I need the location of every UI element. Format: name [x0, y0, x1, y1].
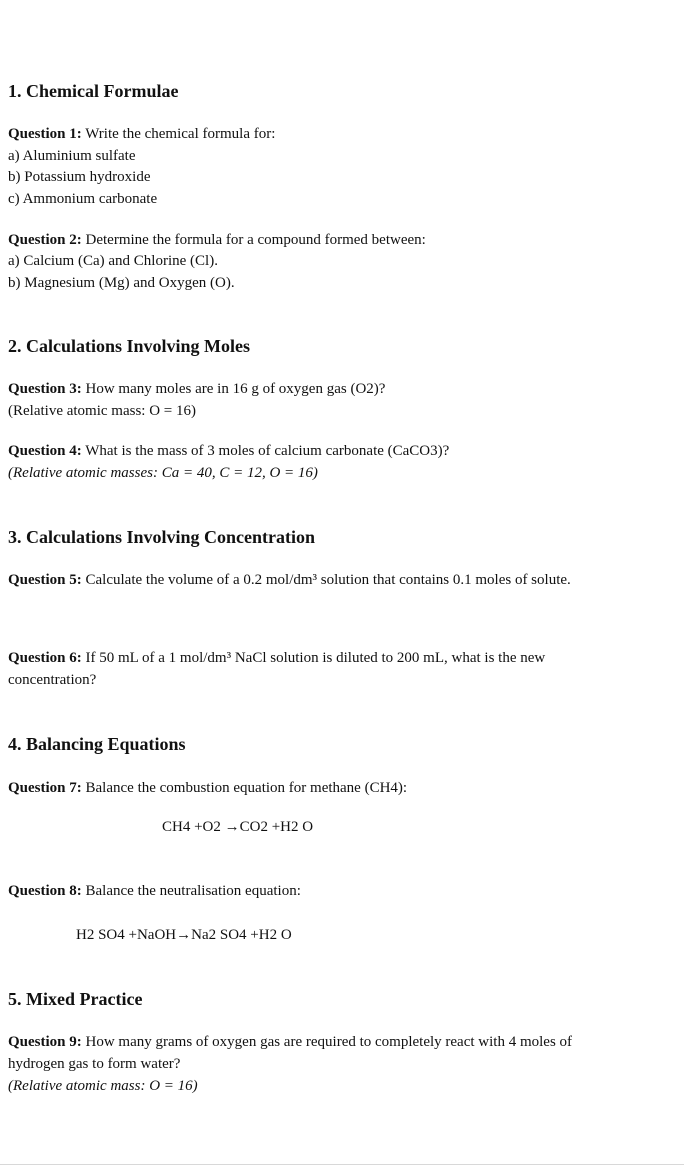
- question-5-label: Question 5:: [8, 572, 82, 588]
- question-6-label: Question 6:: [8, 650, 82, 666]
- question-1-item-a: a) Aluminium sulfate: [8, 148, 136, 164]
- section-heading-moles: 2. Calculations Involving Moles: [8, 336, 251, 356]
- question-4-text: What is the mass of 3 moles of calcium carbonate (CaCO3)?: [81, 443, 450, 459]
- question-3-text: How many moles are in 16 g of oxygen gas (O2)?: [81, 381, 386, 397]
- question-2-item-b: b) Magnesium (Mg) and Oxygen (O).: [8, 275, 235, 291]
- page-bottom-divider: [0, 1164, 684, 1165]
- question-9-text-continued: hydrogen gas to form water?: [8, 1056, 181, 1072]
- question-7-text: Balance the combustion equation for methane (CH4):: [81, 780, 408, 796]
- question-6-text: If 50 mL of a 1 mol/dm³ NaCl solution is diluted to 200 mL, what is the new: [81, 650, 546, 666]
- question-7-label: Question 7:: [8, 780, 82, 796]
- section-heading-chemical-formulae: 1. Chemical Formulae: [8, 81, 179, 101]
- section-heading-concentration: 3. Calculations Involving Concentration: [8, 527, 316, 547]
- question-9-label: Question 9:: [8, 1034, 82, 1050]
- question-1-item-c: c) Ammonium carbonate: [8, 191, 158, 207]
- question-4-label: Question 4:: [8, 443, 82, 459]
- question-2-text: Determine the formula for a compound formed between:: [81, 232, 426, 248]
- question-5-text: Calculate the volume of a 0.2 mol/dm³ solution that contains 0.1 moles of solute.: [81, 572, 571, 588]
- question-4: [8, 440, 449, 462]
- question-3-label: Question 3:: [8, 381, 82, 397]
- section-heading-balancing: 4. Balancing Equations: [8, 734, 186, 754]
- question-2-item-a: a) Calcium (Ca) and Chlorine (Cl).: [8, 253, 218, 269]
- question-8: [8, 880, 301, 902]
- question-3-note: (Relative atomic mass: O = 16): [8, 403, 196, 419]
- question-6: [8, 647, 545, 669]
- question-2: [8, 229, 426, 251]
- question-9-text: How many grams of oxygen gas are required to completely react with 4 moles of: [81, 1034, 573, 1050]
- question-3: [8, 378, 385, 400]
- question-8-label: Question 8:: [8, 883, 82, 899]
- question-2-label: Question 2:: [8, 232, 82, 248]
- question-5: [8, 569, 571, 591]
- question-1-label: Question 1:: [8, 126, 82, 142]
- question-7-equation: CH4 +O2 →CO2 +H2 O: [162, 819, 314, 835]
- question-1-item-b: b) Potassium hydroxide: [8, 169, 151, 185]
- question-8-equation: H2 SO4 +NaOH→Na2 SO4 +H2 O: [76, 927, 292, 943]
- question-4-note: (Relative atomic masses: Ca = 40, C = 12, O = 16): [8, 465, 318, 481]
- question-8-text: Balance the neutralisation equation:: [81, 883, 301, 899]
- question-6-text-continued: concentration?: [8, 672, 97, 688]
- question-7: [8, 777, 407, 799]
- question-9: [8, 1031, 572, 1053]
- question-9-note: (Relative atomic mass: O = 16): [8, 1078, 198, 1094]
- question-1: [8, 123, 275, 145]
- question-1-text: Write the chemical formula for:: [81, 126, 276, 142]
- section-heading-mixed-practice: 5. Mixed Practice: [8, 989, 143, 1009]
